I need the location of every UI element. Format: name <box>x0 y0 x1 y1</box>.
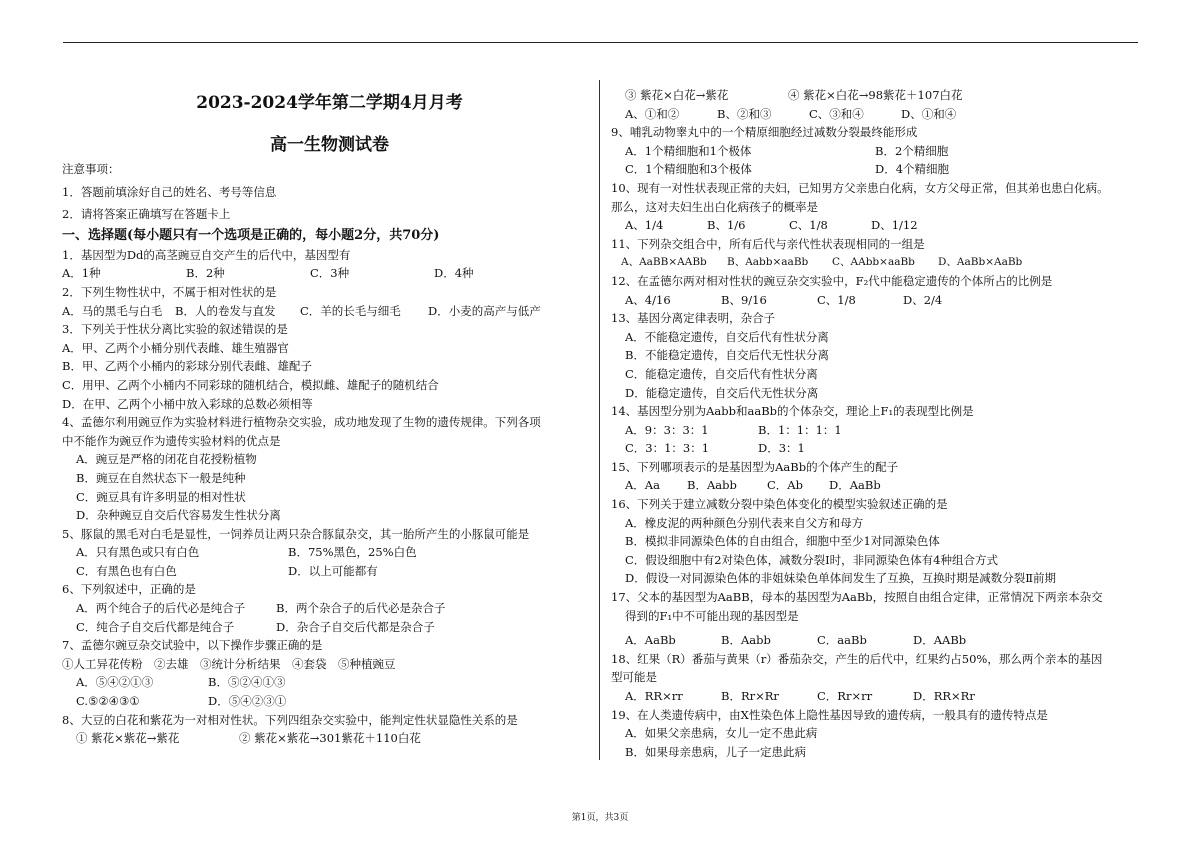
question-19: 19、在人类遗传病中，由X性染色体上隐性基因导致的遗传病，一般具有的遗传特点是 <box>611 707 1048 722</box>
option: B．两个杂合子的后代必是杂合子 <box>276 601 446 616</box>
question-2: 2．下列生物性状中，不属于相对性状的是 <box>62 284 277 299</box>
option: D．杂种豌豆自交后代容易发生性状分离 <box>76 508 281 523</box>
option: D．能稳定遗传，自交后代无性状分离 <box>625 385 819 400</box>
option: D、①和④ <box>901 106 957 121</box>
column-divider <box>599 80 600 760</box>
option: ① 紫花×紫花→紫花 <box>76 731 180 746</box>
option: C、AAbb×aaBb <box>832 256 915 269</box>
option: C、1/8 <box>817 292 856 307</box>
option: B、9/16 <box>721 292 767 307</box>
option: D．小麦的高产与低产 <box>428 303 541 318</box>
option: D．RR×Rr <box>913 689 975 703</box>
option: B．Rr×Rr <box>721 689 779 703</box>
question-8-items <box>611 86 1143 105</box>
question-6: 6、下列叙述中，正确的是 <box>62 582 196 597</box>
option: B．豌豆在自然状态下一般是纯种 <box>76 470 246 485</box>
question-4: 4、孟德尔利用豌豆作为实验材料进行植物杂交实验，成功地发现了生物的遗传规律。下列各项 <box>62 415 541 430</box>
option: C．纯合子自交后代都是纯合子 <box>76 619 235 634</box>
option: A．甲、乙两个小桶分别代表雌、雄生殖器官 <box>62 340 289 355</box>
question-12-options <box>611 291 1143 310</box>
option: D．以上可能都有 <box>288 563 378 578</box>
question-11-options <box>611 253 1143 272</box>
option: C．豌豆具有许多明显的相对性状 <box>76 489 246 504</box>
option: D．假设一对同源染色体的非姐妹染色单体间发生了互换，互换时期是减数分裂Ⅱ前期 <box>625 571 1057 586</box>
option: B．模拟非同源染色体的自由组合，细胞中至少1对同源染色体 <box>625 534 940 549</box>
question-9-options <box>611 142 1143 161</box>
note-item: 1．答题前填涂好自己的姓名、考号等信息 <box>62 184 277 199</box>
option: A．9：3：3：1 <box>625 422 709 437</box>
question-10-cont: 那么，这对夫妇生出白化病孩子的概率是 <box>611 199 818 214</box>
option: B、1/6 <box>707 218 746 233</box>
question-5: 5、豚鼠的黑毛对白毛是显性，一饲养员让两只杂合豚鼠杂交，其一胎所产生的小豚鼠可能是 <box>62 526 530 541</box>
option: ③ 紫花×白花→紫花 <box>625 88 729 102</box>
option: B．不能稳定遗传，自交后代无性状分离 <box>625 348 829 363</box>
option: B．⑤②④①③ <box>208 675 286 690</box>
option: D、AaBb×AaBb <box>938 256 1023 269</box>
question-11: 11、下列杂交组合中，所有后代与亲代性状表现相同的一组是 <box>611 236 925 251</box>
option: A．如果父亲患病，女儿一定不患此病 <box>625 726 818 741</box>
question-18-options <box>611 687 1143 706</box>
option: B、②和③ <box>717 106 772 121</box>
option: A、①和② <box>625 106 680 121</box>
exam-title: 2023-2024学年第二学期4月月考 <box>196 93 463 113</box>
option: B．75%黑色，25%白色 <box>288 545 417 560</box>
page-footer: 第1页，共3页 <box>571 813 629 823</box>
option: D．4个精细胞 <box>875 162 950 177</box>
option: B．Aabb <box>687 478 737 493</box>
option: B．2种 <box>186 266 225 281</box>
question-4-cont: 中不能作为豌豆作为遗传实验材料的优点是 <box>62 433 281 448</box>
note-item: 2．请将答案正确填写在答题卡上 <box>62 207 231 222</box>
option: C．3：1：3：1 <box>625 441 710 456</box>
option: ② 紫花×紫花→301紫花＋110白花 <box>239 731 421 746</box>
question-6-options <box>62 599 592 618</box>
option: C、1/8 <box>789 218 828 233</box>
option: B．人的卷发与直发 <box>175 303 276 318</box>
question-12: 12、在孟德尔两对相对性状的豌豆杂交实验中，F₂代中能稳定遗传的个体所占的比例是 <box>611 273 1053 288</box>
option: B．Aabb <box>721 633 771 648</box>
option: D．⑤④②③① <box>208 694 287 709</box>
option: C．Ab <box>767 478 803 493</box>
question-14-options <box>611 439 1143 458</box>
question-1: 1．基因型为Dd的高茎豌豆自交产生的后代中，基因型有 <box>62 247 351 262</box>
option: D．4种 <box>434 266 474 281</box>
question-18: 18、红果（R）番茄与黄果（r）番茄杂交，产生的后代中，红果约占50%，那么两个亲本的基因 <box>611 651 1103 666</box>
top-rule <box>63 42 1138 43</box>
right-column <box>611 86 1143 761</box>
question-17: 17、父本的基因型为AaBB，母本的基因型为AaBb，按照自由组合定律，正常情况下两亲本杂交 <box>611 590 1103 605</box>
option: D．AaBb <box>829 478 881 493</box>
option: A．1个精细胞和1个极体 <box>625 143 752 158</box>
question-7-steps: ①人工异花传粉 ②去雄 ③统计分析结果 ④套袋 ⑤种植豌豆 <box>62 656 396 671</box>
question-1-options <box>62 264 592 283</box>
option: C．能稳定遗传，自交后代有性状分离 <box>625 366 818 381</box>
option: A．RR×rr <box>625 689 683 703</box>
option: A．不能稳定遗传，自交后代有性状分离 <box>625 329 829 344</box>
question-6-options <box>62 618 592 637</box>
option: D．3：1 <box>758 441 805 456</box>
option: A、1/4 <box>625 218 664 233</box>
question-7-options <box>62 673 592 692</box>
question-7: 7、孟德尔豌豆杂交试验中，以下操作步骤正确的是 <box>62 638 323 653</box>
option: A．两个纯合子的后代必是纯合子 <box>76 601 246 616</box>
option: C．1个精细胞和3个极体 <box>625 162 752 177</box>
option: A．橡皮泥的两种颜色分别代表来自父方和母方 <box>625 515 864 530</box>
question-7-options <box>62 692 592 711</box>
question-5-options <box>62 543 592 562</box>
option: C.⑤②④③① <box>76 694 140 709</box>
question-16: 16、下列关于建立减数分裂中染色体变化的模型实验叙述正确的是 <box>611 497 948 512</box>
option: C．Rr×rr <box>817 689 873 703</box>
option: C、③和④ <box>809 106 864 121</box>
question-14-options <box>611 421 1143 440</box>
option: A．只有黑色或只有白色 <box>76 545 200 560</box>
option: C．假设细胞中有2对染色体，减数分裂Ⅰ时，非同源染色体有4种组合方式 <box>625 552 998 567</box>
question-15-options <box>611 476 1143 495</box>
question-17-options <box>611 631 1143 650</box>
option: A、AaBB×AABb <box>621 256 707 269</box>
question-9: 9、哺乳动物睾丸中的一个精原细胞经过减数分裂最终能形成 <box>611 125 918 140</box>
question-14: 14、基因型分别为Aabb和aaBb的个体杂交，理论上F₁的表现型比例是 <box>611 404 974 419</box>
question-17-cont: 得到的F₁中不可能出现的基因型是 <box>625 608 799 623</box>
option: D．在甲、乙两个小桶中放入彩球的总数必须相等 <box>62 396 313 411</box>
option: B．2个精细胞 <box>875 143 949 158</box>
question-5-options <box>62 562 592 581</box>
option: C．有黑色也有白色 <box>76 563 177 578</box>
question-13: 13、基因分离定律表明，杂合子 <box>611 311 776 326</box>
notes-heading: 注意事项： <box>62 162 120 176</box>
option: B．甲、乙两个小桶内的彩球分别代表雌、雄配子 <box>62 359 312 374</box>
exam-subtitle: 高一生物测试卷 <box>270 135 389 155</box>
option: B．1：1：1：1 <box>758 422 842 437</box>
option: A．马的黑毛与白毛 <box>62 303 163 318</box>
section-heading: 一、选择题(每小题只有一个选项是正确的，每小题2分，共70分) <box>62 227 440 243</box>
question-10-options <box>611 216 1143 235</box>
option: C．aaBb <box>817 633 867 648</box>
option: D、2/4 <box>903 292 943 307</box>
left-column <box>62 160 592 748</box>
option: A．Aa <box>625 478 660 493</box>
question-10: 10、现有一对性状表现正常的夫妇，已知男方父亲患白化病，女方父母正常，但其弟也患白化病。 <box>611 180 1109 195</box>
option: D．杂合子自交后代都是杂合子 <box>276 619 435 634</box>
option: C．羊的长毛与细毛 <box>300 303 401 318</box>
option: B、Aabb×aaBb <box>727 256 809 269</box>
question-8-options <box>611 105 1143 124</box>
option: A．1种 <box>62 266 101 281</box>
option: C．3种 <box>310 266 350 281</box>
question-9-options <box>611 160 1143 179</box>
question-8: 8、大豆的白花和紫花为一对相对性状。下列四组杂交实验中，能判定性状显隐性关系的是 <box>62 712 518 727</box>
question-2-options <box>62 302 592 321</box>
option: A．AaBb <box>625 633 676 648</box>
option: D、1/12 <box>871 218 918 233</box>
option: A、4/16 <box>625 292 671 307</box>
option: ④ 紫花×白花→98紫花＋107白花 <box>788 88 963 102</box>
option: D．AABb <box>913 633 967 648</box>
question-8-items <box>62 729 592 748</box>
question-15: 15、下列哪项表示的是基因型为AaBb的个体产生的配子 <box>611 459 899 474</box>
option: B．如果母亲患病，儿子一定患此病 <box>625 744 806 759</box>
question-3: 3．下列关于性状分离比实验的叙述错误的是 <box>62 322 288 337</box>
option: A．豌豆是严格的闭花自花授粉植物 <box>76 452 257 467</box>
question-18-cont: 型可能是 <box>611 670 657 685</box>
option: C．用甲、乙两个小桶内不同彩球的随机结合，模拟雌、雄配子的随机结合 <box>62 377 439 392</box>
option: A．⑤④②①③ <box>76 675 154 690</box>
